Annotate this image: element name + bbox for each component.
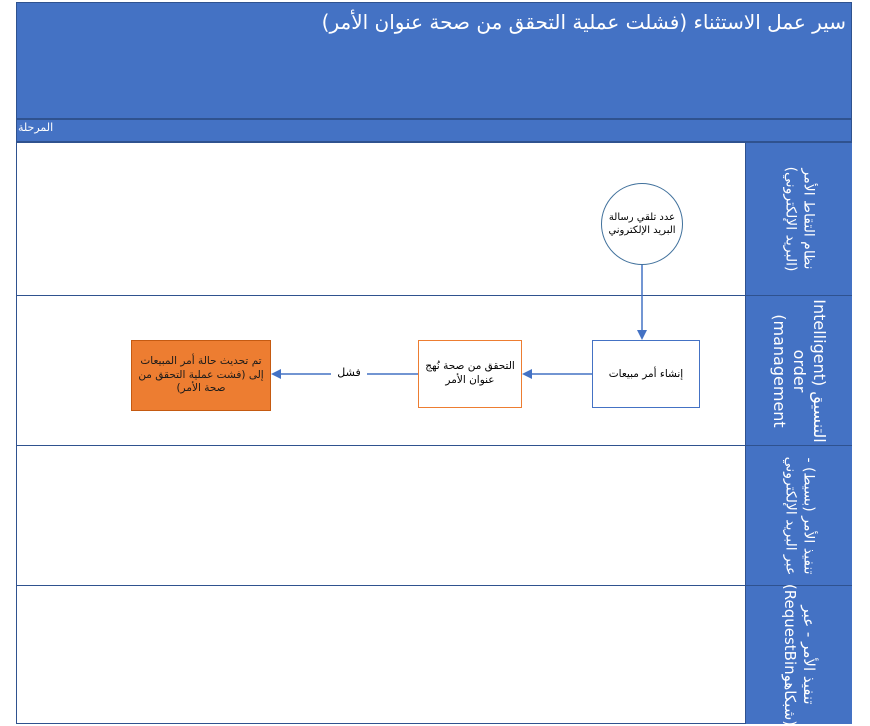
lane-label-line: عبر البريد الإلكتروني: [783, 456, 799, 575]
task-create-label: إنشاء أمر مبيعات: [608, 368, 684, 380]
lane-fulfillment-email: [16, 445, 852, 585]
lane-label-email: [782, 167, 817, 272]
lane-label-line: تنفيذ الأمر - عبر: [799, 605, 818, 705]
task-update-label: تم تحديث حالة أمر المبيعات إلى (فشت عملية التحقق من صحة الأمر): [138, 355, 264, 395]
lane-label-line: نظام التقاط الأمر: [800, 168, 817, 270]
lane-label-fulfillment-email: [782, 456, 817, 575]
lane-label-line: order: [790, 349, 809, 392]
lane-header-fulfillment-requestbin: [745, 585, 852, 724]
start-event-label: عدد تلقي رسالة البريد الإلكتروني: [608, 212, 676, 236]
diagram-title: سير عمل الاستثناء (فشلت عملية التحقق من صحة عنوان الأمر): [321, 10, 846, 34]
lane-label-orchestration: [769, 299, 829, 442]
lane-label-line: management): [770, 313, 789, 428]
lane-header-orchestration: [745, 295, 852, 445]
task-update-order-status[interactable]: [131, 340, 271, 411]
task-validate-address[interactable]: [418, 340, 522, 408]
lane-fulfillment-requestbin: [16, 585, 852, 724]
lane-label-fulfillment-requestbin: [780, 584, 818, 726]
edge-label-fail: فشل: [331, 366, 367, 382]
lane-label-line: تنفيذ الأمر (بسيط) -: [800, 456, 817, 575]
lane-label-line: التنسيق (Intelligent: [810, 298, 829, 443]
phase-band: [16, 119, 852, 142]
task-validate-label: التحقق من صحة نُهج عنوان الأمر: [425, 360, 515, 386]
lane-label-line: (البريد الإلكتروني): [783, 166, 799, 272]
lane-header-email: [745, 142, 852, 295]
lane-email: [16, 142, 852, 295]
task-create-sales-order[interactable]: [592, 340, 700, 408]
lane-header-fulfillment-email: [745, 445, 852, 585]
phase-label: المرحلة: [18, 121, 54, 134]
start-event-email-received[interactable]: [601, 183, 683, 265]
lane-label-line: (شبكاهوRequestBin): [781, 583, 799, 726]
